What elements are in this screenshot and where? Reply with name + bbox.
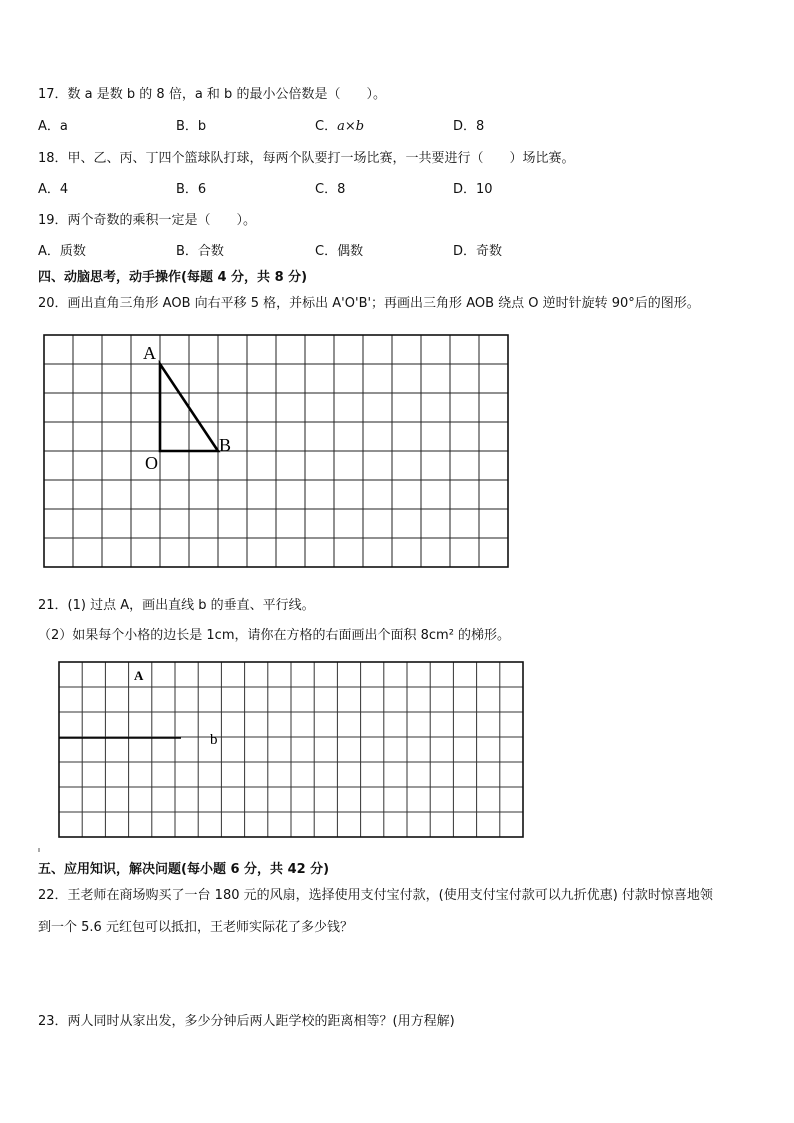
q19-option-a: A．质数 [38, 244, 86, 259]
q22-line-2: 到一个 5.6 元红包可以抵扣，王老师实际花了多少钱？ [38, 920, 353, 935]
q19-option-d: D．奇数 [453, 244, 503, 259]
q18-option-b: B．6 [176, 182, 207, 197]
q17-stem: 17．数 a 是数 b 的 8 倍，a 和 b 的最小公倍数是（ ）。 [38, 87, 386, 102]
q23-stem: 23．两人同时从家出发，多少分钟后两人距学校的距离相等？(用方程解) [38, 1014, 455, 1029]
q21-label-b: b [210, 732, 218, 748]
section-4-heading: 四、动脑思考，动手操作(每题 4 分，共 8 分) [38, 270, 308, 285]
q21-part2: （2）如果每个小格的边长是 1cm，请你在方格的右面画出个面积 8cm² 的梯形。 [38, 628, 511, 643]
q18-option-c: C．8 [315, 182, 346, 197]
q17-option-a: A．a [38, 119, 68, 134]
q18-option-d: D．10 [453, 182, 493, 197]
q20-grid [44, 335, 508, 567]
q22-line-1: 22．王老师在商场购买了一台 180 元的风扇，选择使用支付宝付款，(使用支付宝付款可以九折优惠) 付款时惊喜地领 [38, 888, 713, 903]
q18-option-a: A．4 [38, 182, 69, 197]
q19-stem: 19．两个奇数的乘积一定是（ ）。 [38, 213, 257, 228]
q17-option-c-math: a×b [337, 119, 365, 134]
q18-stem: 18．甲、乙、丙、丁四个篮球队打球，每两个队要打一场比赛，一共要进行（ ）场比赛。 [38, 151, 575, 166]
q20-label-o: O [145, 453, 158, 473]
q20-stem: 20．画出直角三角形 AOB 向右平移 5 格，并标出 A'O'B'；再画出三角形 AOB 绕点 O 逆时针旋转 90°后的图形。 [38, 296, 700, 311]
q17-option-b: B．b [176, 119, 207, 134]
q19-option-b: B．合数 [176, 244, 224, 259]
q19-option-c: C．偶数 [315, 244, 364, 259]
q20-label-b: B [219, 435, 232, 455]
q21-grid [59, 662, 523, 837]
q21-part1: 21．(1) 过点 A，画出直线 b 的垂直、平行线。 [38, 598, 315, 613]
q21-label-a: A [134, 668, 144, 683]
q17-option-d: D．8 [453, 119, 485, 134]
section-5-heading: 五、应用知识，解决问题(每小题 6 分，共 42 分) [38, 862, 330, 877]
q20-label-a: A [143, 343, 156, 363]
q17-option-c-label: C． [315, 119, 338, 134]
